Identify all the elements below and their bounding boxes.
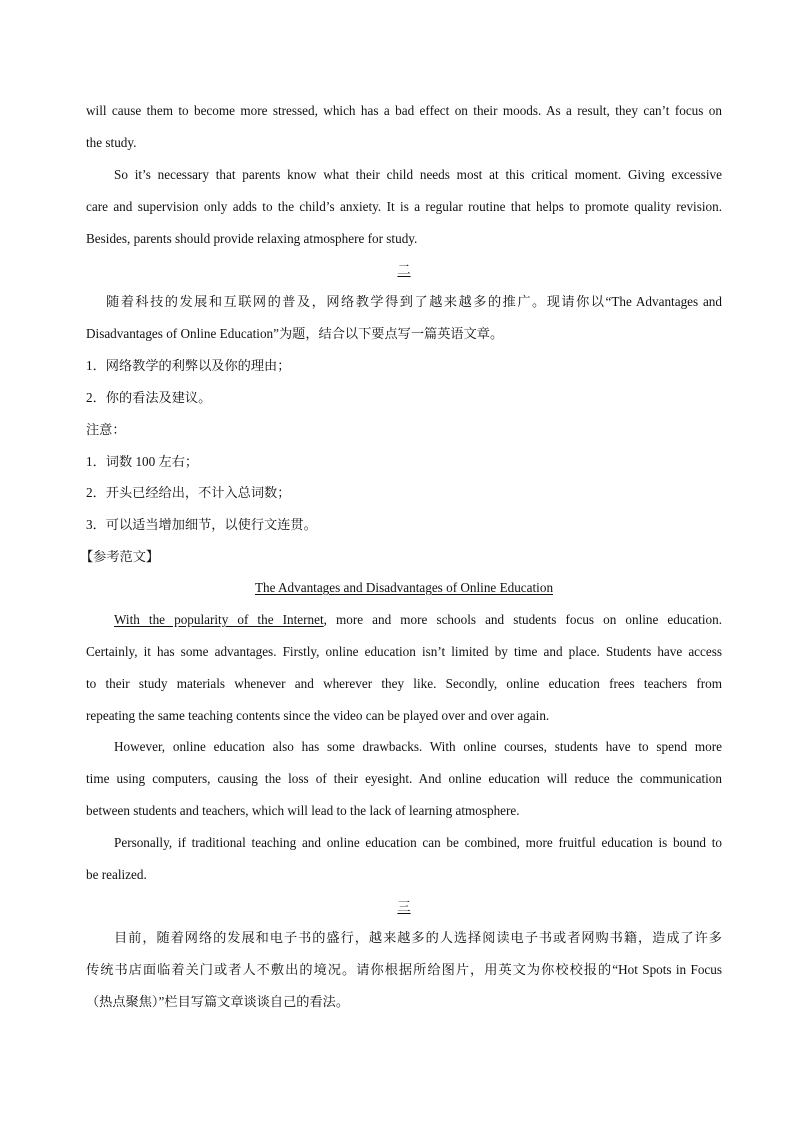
paragraph-line: care and supervision only adds to the child’s anxiety. It is a regular routine that helps to promote quality revision.	[86, 199, 722, 214]
paragraph-line: So it’s necessary that parents know what their child needs most at this critical moment. Giving excessive	[114, 167, 722, 182]
prompt-line: Disadvantages of Online Education”为题，结合以下要点写一篇英语文章。	[86, 326, 504, 341]
prompt-line: 目前，随着网络的发展和电子书的盛行，越来越多的人选择阅读电子书或者网购书籍，造成了许多	[114, 930, 722, 945]
prompt-line: 传统书店面临着关门或者人不敷出的境况。请你根据所给图片，用英文为你校校报的“Hot Spots in Focus	[86, 962, 722, 977]
given-opening: With the popularity of the Internet	[114, 612, 324, 627]
note-item: 2．开头已经给出，不计入总词数；	[86, 485, 291, 500]
note-item: 3．可以适当增加细节，以使行文连贯。	[86, 517, 317, 532]
section-number: 三	[397, 899, 411, 914]
paragraph-line: Besides, parents should provide relaxing atmosphere for study.	[86, 231, 418, 246]
point-item: 1．网络教学的利弊以及你的理由；	[86, 358, 291, 373]
essay-title: The Advantages and Disadvantages of Online Education	[254, 580, 554, 595]
point-item: 2．你的看法及建议。	[86, 390, 212, 405]
paragraph-line: between students and teachers, which will lead to the lack of learning atmosphere.	[86, 803, 520, 818]
paragraph-line: will cause them to become more stressed, which has a bad effect on their moods. As a result, they can’t focus on	[86, 103, 722, 118]
paragraph-line: to their study materials whenever and wherever they like. Secondly, online education frees teachers from	[86, 676, 722, 691]
paragraph-line: Certainly, it has some advantages. Firstly, online education isn’t limited by time and place. Students have access	[86, 644, 722, 659]
paragraph-line: Personally, if traditional teaching and online education can be combined, more fruitful education is bound to	[114, 835, 722, 850]
note-item: 1．词数 100 左右；	[86, 454, 199, 469]
paragraph-line: be realized.	[86, 867, 147, 882]
prompt-line: 随着科技的发展和互联网的普及，网络教学得到了越来越多的推广。现请你以“The Advantages and	[106, 294, 722, 309]
paragraph-line: However, online education also has some drawbacks. With online courses, students have to spend more	[114, 739, 722, 754]
paragraph-line: time using computers, causing the loss of their eyesight. And online education will reduce the communication	[86, 771, 722, 786]
prompt-line: （热点聚焦）”栏目写篇文章谈谈自己的看法。	[86, 994, 350, 1009]
notes-label: 注意：	[86, 422, 126, 437]
paragraph-line	[114, 612, 722, 628]
sample-label: 【参考范文】	[80, 549, 160, 564]
paragraph-line: the study.	[86, 135, 137, 150]
section-number: 二	[397, 262, 411, 277]
paragraph-text: , more and more schools and students focus on online education.	[323, 612, 722, 627]
paragraph-line: repeating the same teaching contents since the video can be played over and over again.	[86, 708, 550, 723]
